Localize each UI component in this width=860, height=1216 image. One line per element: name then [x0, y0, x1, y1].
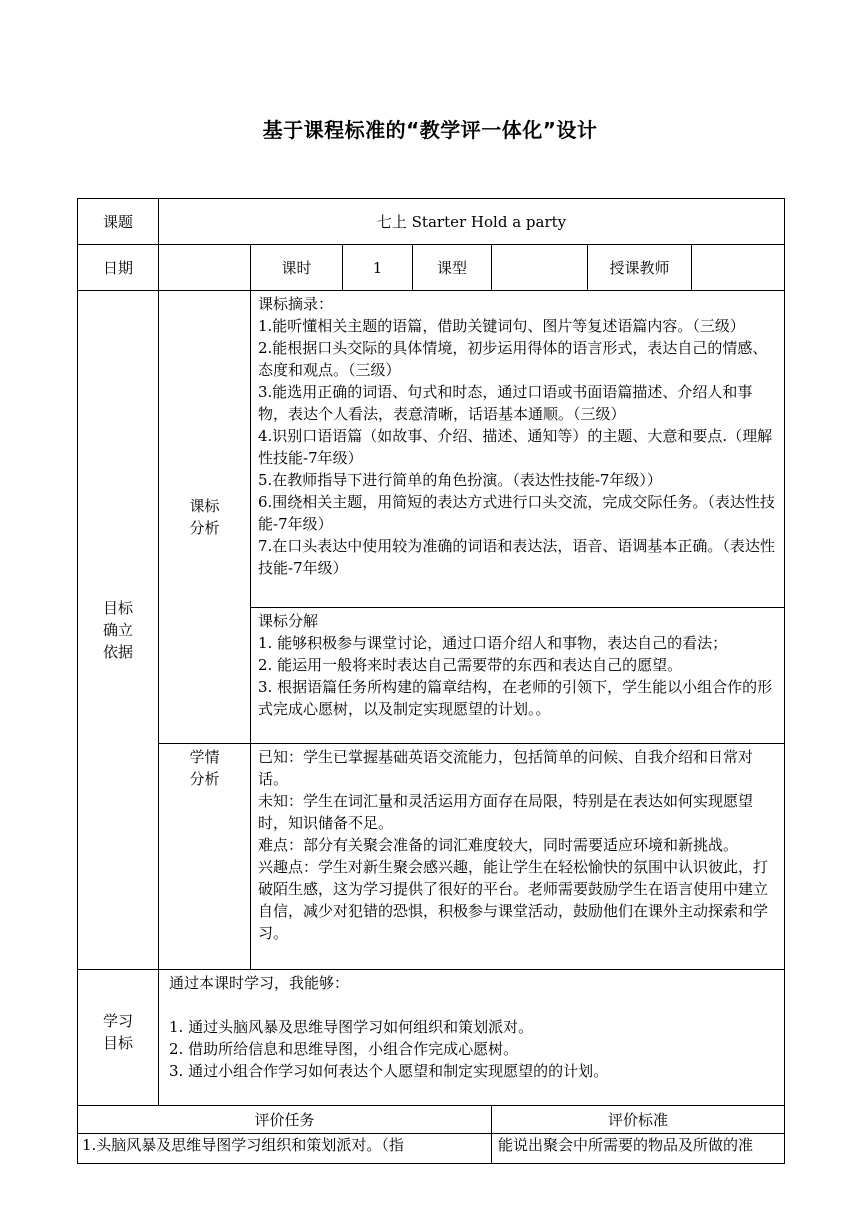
- breakdown-item: 1. 能够积极参与课堂讨论，通过口语介绍人和事物，表达自己的看法；: [258, 634, 728, 652]
- excerpt-item: 7.在口头表达中使用较为准确的词语和表达法，语音、语调基本正确。（表达性技能-7年级）: [258, 537, 775, 577]
- info-row: [78, 245, 785, 291]
- breakdown-heading: 课标分解: [258, 612, 319, 630]
- basis-label-line: 依据: [102, 643, 133, 661]
- excerpt-item: 4.识别口语语篇（如故事、介绍、描述、通知等）的主题、大意和要点.（理解性技能-7年级）: [258, 427, 773, 467]
- goal-item: 2. 借助所给信息和思维导图，小组合作完成心愿树。: [169, 1040, 519, 1058]
- date-value: [159, 245, 251, 291]
- evaluation-row: [78, 1134, 785, 1164]
- page-title: 基于课程标准的“教学评一体化”设计: [262, 118, 598, 142]
- basis-label-line: 确立: [102, 621, 133, 639]
- excerpt-item: 5.在教师指导下进行简单的角色扮演。（表达性技能-7年级））: [258, 471, 662, 489]
- topic-label: 课题: [78, 199, 159, 245]
- standard-label-line: 分析: [189, 519, 220, 537]
- breakdown-item: 2. 能运用一般将来时表达自己需要带的东西和表达自己的愿望。: [258, 656, 683, 674]
- type-value: [492, 245, 588, 291]
- evaluation-task: 1.头脑风暴及思维导图学习组织和策划派对。（指: [78, 1134, 492, 1164]
- learner-analysis: [251, 744, 785, 970]
- breakdown-item: 3. 根据语篇任务所构建的篇章结构，在老师的引领下，学生能以小组合作的形式完成心愿树，以及制定实现愿望的计划。。: [258, 678, 773, 718]
- evaluation-header-row: [78, 1106, 785, 1134]
- excerpt-item: 6.围绕相关主题，用简短的表达方式进行口头交流，完成交际任务。（表达性技能-7年级）: [258, 493, 775, 533]
- teacher-value: [692, 245, 785, 291]
- standard-header: 评价标准: [492, 1106, 785, 1134]
- standard-breakdown: [251, 608, 785, 744]
- learner-unknown: 未知：学生在词汇量和灵活运用方面存在局限，特别是在表达如何实现愿望时，知识储备不足。: [258, 792, 754, 832]
- standard-label-line: 课标: [189, 497, 220, 515]
- evaluation-standard: 能说出聚会中所需要的物品及所做的准: [492, 1134, 785, 1164]
- task-header: 评价任务: [78, 1106, 492, 1134]
- learner-known: 已知：学生已掌握基础英语交流能力，包括简单的问候、自我介绍和日常对话。: [258, 748, 754, 788]
- goals-label-line: 目标: [102, 1034, 133, 1052]
- topic-value: 七上 Starter Hold a party: [159, 199, 785, 245]
- standard-analysis-label: [159, 291, 251, 744]
- basis-label: [78, 291, 159, 970]
- lesson-design-table: [77, 198, 785, 1164]
- learner-analysis-row: [78, 744, 785, 970]
- learner-label-line: 分析: [189, 770, 220, 788]
- excerpt-item: 1.能听懂相关主题的语篇，借助关键词句、图片等复述语篇内容。（三级）: [258, 317, 745, 335]
- goals-intro: 通过本课时学习，我能够：: [169, 974, 350, 992]
- goals-gap: [169, 994, 778, 1016]
- goal-item: 3. 通过小组合作学习如何表达个人愿望和制定实现愿望的的计划。: [169, 1062, 609, 1080]
- goal-item: 1. 通过头脑风暴及思维导图学习如何组织和策划派对。: [169, 1018, 534, 1036]
- date-label: 日期: [78, 245, 159, 291]
- learner-interest: 兴趣点：学生对新生聚会感兴趣，能让学生在轻松愉快的氛围中认识彼此，打破陌生感，这为学习提供了很好的平台。老师需要鼓励学生在语言使用中建立自信，减少对犯错的恐惧，积极参与课堂活动，鼓励他们在课外主动探索和学习。: [258, 858, 769, 942]
- standard-excerpt-row: [78, 291, 785, 608]
- learner-analysis-label: [159, 744, 251, 970]
- learner-difficulty: 难点：部分有关聚会准备的词汇难度较大，同时需要适应环境和新挑战。: [258, 836, 739, 854]
- learning-goals-row: [78, 970, 785, 1106]
- learning-goals-label: [78, 970, 159, 1106]
- topic-row: [78, 199, 785, 245]
- excerpt-heading: 课标摘录：: [258, 295, 334, 313]
- excerpt-item: 3.能选用正确的词语、句式和时态，通过口语或书面语篇描述、介绍人和事物，表达个人看法，表意清晰，话语基本通顺。（三级）: [258, 383, 753, 423]
- excerpt-item: 2.能根据口头交际的具体情境，初步运用得体的语言形式，表达自己的情感、态度和观点。（三级）: [258, 339, 768, 379]
- standard-excerpt: [251, 291, 785, 608]
- period-value: 1: [343, 245, 413, 291]
- learner-label-line: 学情: [189, 748, 220, 766]
- teacher-label: 授课教师: [588, 245, 692, 291]
- basis-label-line: 目标: [102, 599, 133, 617]
- goals-label-line: 学习: [102, 1012, 133, 1030]
- type-label: 课型: [413, 245, 492, 291]
- period-label: 课时: [251, 245, 343, 291]
- learning-goals: [159, 970, 785, 1106]
